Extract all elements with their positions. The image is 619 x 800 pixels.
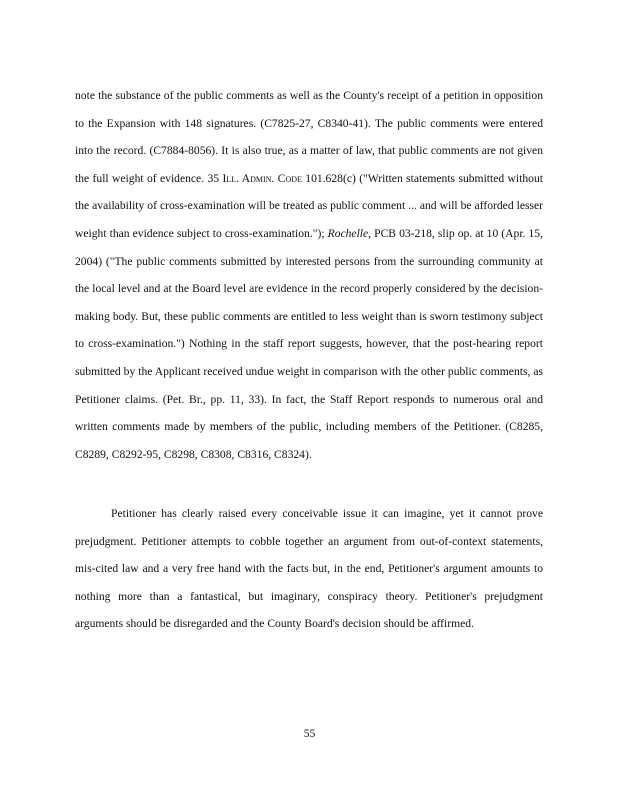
page-number: 55 xyxy=(303,727,316,740)
case-name-citation: Rochelle xyxy=(327,226,369,240)
admin-code-citation: Ill. Admin. Code xyxy=(222,171,302,185)
paragraph-1-text-c: , PCB 03-218, slip op. at 10 (Apr. 15, 2004) ("The public comments submitted by interested persons from the surrounding community at the local level and at the Board level are evidence in the record properly considered by the decision-making body. But, these public comments are entitled to less weight than is sworn testimony subject to cross-examination.") Nothing in the staff report suggests, however, that the post-hearing report submitted by the Applicant received undue weight in comparison with the other public comments, as Petitioner claims. (Pet. Br., pp. 11, 33). In fact, the Staff Report responds to numerous oral and written comments made by members of the public, including members of the Petitioner. (C8285, C8289, C8292-95, C8298, C8308, C8316, C8324). xyxy=(75,226,544,461)
body-paragraph-2: Petitioner has clearly raised every conceivable issue it can imagine, yet it cannot prove prejudgment. Petitioner attempts to cobble together an argument from out-of-context statements, mis-cited law and a very free hand with the facts but, in the end, Petitioner's argument amounts to nothing more than a fantastical, but imaginary, conspiracy theory. Petitioner's prejudgment arguments should be disregarded and the County Board's decision should be affirmed. xyxy=(75,507,543,631)
paragraph-1-text-a: note the substance of the public comments as well as the County's receipt of a petition in opposition to the Expansion with 148 signatures. (C7825-27, C8340-41). The public comments were entered into the record. (C7884-8056). It is also true, as a matter of law, that public comments are not given the full weight of evidence. 35 xyxy=(75,89,543,185)
body-paragraph-1 xyxy=(75,82,543,468)
paragraph-1-text-b: 101.628(c) ("Written statements submitted without the availability of cross-examination will be treated as public comment ... and will be afforded lesser weight than evidence subject to cross-examination."); xyxy=(75,171,543,240)
